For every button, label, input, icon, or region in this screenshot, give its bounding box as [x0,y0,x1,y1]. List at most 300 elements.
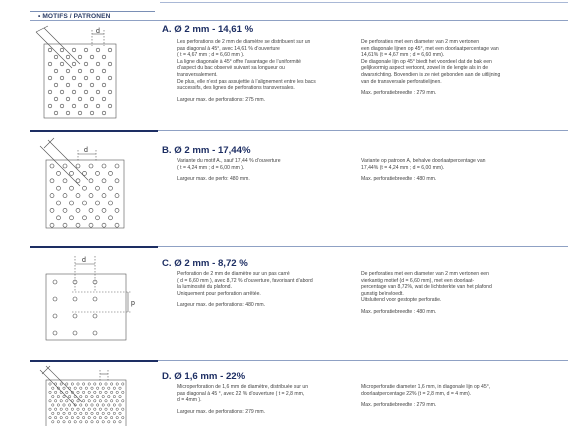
perforation-hole [96,412,98,414]
perforation-hole [78,55,82,59]
perforation-hole [99,416,101,418]
perforation-hole [105,416,107,418]
text-line: vierkantig motief (d = 6,60 mm), met een doorlaat- [361,277,475,284]
section-a-fr-note: Largeur max. de perforations: 275 mm. [177,96,266,103]
perforation-hole [119,404,121,406]
section-c-fr-text [177,271,342,309]
pattern-d-diagram [32,364,132,426]
section-d-nl-note: Max. perforatiebreedte : 279 mm. [361,402,437,409]
perforation-hole [90,69,94,73]
perforation-hole [99,400,101,402]
section-c-nl-text [361,271,541,316]
perforation-hole [49,416,51,418]
perforation-hole [52,421,54,423]
perforation-hole [102,387,104,389]
perforation-hole [99,408,101,410]
perforation-hole [68,395,70,397]
perforation-hole [108,412,110,414]
perforation-hole [96,395,98,397]
perforation-hole [91,387,93,389]
perforation-hole [116,416,118,418]
text-line: gunstig beïnvloedt. [361,290,404,297]
perforation-hole [74,387,76,389]
text-line: De plus, elle n’est pas assujettie à l’alignement entre les bacs [177,78,316,85]
perforation-hole [108,76,112,80]
perforation-hole [57,186,61,190]
perforation-hole [68,412,70,414]
perforation-hole [88,408,90,410]
perforation-hole [68,387,70,389]
section-b-accent [30,130,158,132]
text-line: Microperforatie diameter 1,6 mm, in diagonale lijn op 45°, [361,384,491,390]
perforation-hole [89,208,93,212]
perforation-hole [50,208,54,212]
perforation-hole [83,171,87,175]
perforation-hole [90,97,94,101]
perforation-hole [85,387,87,389]
perforation-hole [110,400,112,402]
perforation-hole [53,280,57,284]
perforation-hole [63,223,67,227]
section-a-rule [30,20,568,21]
perforation-hole [109,201,113,205]
text-line: De perforaties met een diameter van 2 mm vertonen een [361,271,489,277]
perforation-hole [66,55,70,59]
perforation-hole [66,69,70,73]
perforation-hole [52,395,54,397]
perforation-hole [91,412,93,414]
perforation-hole [70,186,74,190]
section-b-title: B. Ø 2 mm - 17,44% [162,145,251,156]
perforation-hole [78,97,82,101]
perforation-hole [57,216,61,220]
pattern-b-diagram [32,136,132,232]
perforation-hole [53,314,57,318]
perforation-hole [96,76,100,80]
perforation-hole [50,164,54,168]
perforation-hole [96,48,100,52]
perforation-hole [48,62,52,66]
perforation-hole [76,208,80,212]
perforation-hole [96,104,100,108]
section-d-accent [30,360,158,362]
perforation-hole [63,208,67,212]
perforation-hole [83,216,87,220]
perforation-hole [70,216,74,220]
header-rule [30,11,155,12]
perforation-hole [78,111,82,115]
perforation-hole [115,208,119,212]
perforation-hole [77,391,79,393]
perforation-hole [93,314,97,318]
perforation-hole [116,391,118,393]
perforation-hole [110,416,112,418]
perforation-hole [77,408,79,410]
perforation-hole [60,104,64,108]
section-b-nl-note: Max. perforatiebreedte : 480 mm. [361,176,437,183]
perforation-hole [63,412,65,414]
perforation-hole [96,90,100,94]
perforation-hole [54,83,58,87]
perforation-hole [89,179,93,183]
section-d-nl-text [361,384,541,409]
text-line: la luminosité du plafond. [177,284,232,291]
text-line: Variante du motif A., sauf 17,44 % d’ouverture [177,158,281,164]
perforation-hole [109,216,113,220]
perforation-hole [82,383,84,385]
perforation-hole [83,201,87,205]
perforation-hole [113,395,115,397]
perforation-hole [76,164,80,168]
perforation-hole [60,62,64,66]
perforation-hole [108,48,112,52]
perforation-hole [57,412,59,414]
perforation-hole [66,111,70,115]
text-line: d = 4mm ). [177,397,202,404]
perforation-hole [71,408,73,410]
perforation-hole [73,314,77,318]
perforation-hole [113,412,115,414]
perforation-hole [88,400,90,402]
perforation-hole [94,408,96,410]
perforation-hole [73,297,77,301]
perforation-hole [89,223,93,227]
section-c-accent [30,246,158,248]
text-line: ( t = 4,67 mm ; d = 6,60 mm ). [177,52,245,59]
perforation-hole [119,387,121,389]
perforation-hole [72,48,76,52]
perforation-hole [102,208,106,212]
perforation-hole [60,416,62,418]
perforation-hole [48,104,52,108]
pattern-c-p-label: p [131,300,135,307]
text-line: gelijkvormig aspect vertoont, zowel in de lengte als in de [361,65,489,72]
text-line: Uitsluitend voor gestopte perforatie. [361,297,442,304]
perforation-hole [84,90,88,94]
perforation-hole [74,412,76,414]
perforation-hole [63,194,67,198]
perforation-hole [50,179,54,183]
perforation-hole [57,201,61,205]
perforation-hole [77,383,79,385]
pattern-c-diagram [32,252,144,344]
section-a-title: A. Ø 2 mm - 14,61 % [162,24,254,35]
perforation-hole [66,400,68,402]
perforation-hole [74,395,76,397]
text-line: dwarsrichting. Bovendien is ze niet gebonden aan de uitlijning [361,71,501,78]
text-line: percentage van 8,72%, wat de lichtsterkte van het plafond [361,284,492,291]
perforation-hole [91,395,93,397]
perforation-hole [102,223,106,227]
perforation-hole [102,194,106,198]
perforation-hole [50,223,54,227]
perforation-hole [54,383,56,385]
perforation-hole [80,387,82,389]
perforation-hole [108,90,112,94]
perforation-hole [110,383,112,385]
perforation-hole [116,383,118,385]
perforation-hole [116,400,118,402]
perforation-hole [48,90,52,94]
section-a-nl-note: Max. perforatiebreedte : 279 mm. [361,90,437,97]
perforation-hole [49,400,51,402]
text-line: De diagonale lijn op 45° biedt het voordeel dat de bak een [361,58,492,65]
perforation-hole [80,412,82,414]
perforation-hole [66,408,68,410]
perforation-hole [119,421,121,423]
perforation-hole [54,416,56,418]
perforation-hole [50,194,54,198]
perforation-hole [57,421,59,423]
perforation-hole [82,416,84,418]
perforation-hole [105,400,107,402]
perforation-hole [122,391,124,393]
perforation-hole [102,69,106,73]
perforation-hole [60,383,62,385]
section-c-title: C. Ø 2 mm - 8,72 % [162,258,248,269]
text-line: doorlaatpercentage 22% (t = 2,8 mm, d = 4 mm). [361,390,472,397]
text-line: ( t = 4,24 mm ; d = 6,00 mm ). [177,164,245,171]
perforation-hole [116,408,118,410]
perforation-hole [115,194,119,198]
section-d-fr-text [177,384,342,415]
perforation-hole [88,383,90,385]
perforation-hole [84,62,88,66]
perforation-hole [48,48,52,52]
perforation-hole [96,186,100,190]
perforation-hole [80,395,82,397]
perforation-hole [113,404,115,406]
perforation-hole [72,62,76,66]
perforation-hole [113,387,115,389]
perforation-hole [94,383,96,385]
perforation-hole [49,383,51,385]
perforation-hole [102,412,104,414]
perforation-hole [96,62,100,66]
perforation-hole [71,400,73,402]
pattern-a-d-label: d [96,28,100,35]
text-line: Uniquement pour perforation arrêtée. [177,290,261,297]
perforation-hole [108,404,110,406]
perforation-hole [57,395,59,397]
perforation-hole [54,408,56,410]
perforation-hole [90,55,94,59]
perforation-hole [60,400,62,402]
text-line: 17,44% (t = 4,24 mm ; d = 6,00 mm). [361,164,445,171]
perforation-hole [60,90,64,94]
perforation-hole [115,179,119,183]
perforation-hole [90,83,94,87]
perforation-hole [52,412,54,414]
top-rule [160,2,568,3]
perforation-hole [63,421,65,423]
perforation-hole [84,48,88,52]
perforation-hole [52,387,54,389]
perforation-hole [70,171,74,175]
perforation-hole [77,416,79,418]
perforation-hole [85,395,87,397]
perforation-hole [74,421,76,423]
perforation-hole [96,387,98,389]
perforation-hole [48,76,52,80]
perforation-hole [119,395,121,397]
text-line: La ligne diagonale à 45° offre l’avantage de l’uniformité [177,58,301,65]
perforation-hole [49,408,51,410]
perforation-hole [49,391,51,393]
perforation-hole [109,186,113,190]
section-b-nl-text [361,158,541,183]
perforation-hole [108,421,110,423]
perforation-hole [105,391,107,393]
perforation-hole [115,223,119,227]
perforation-hole [66,416,68,418]
perforation-hole [80,421,82,423]
perforation-hole [83,186,87,190]
perforation-hole [54,391,56,393]
perforation-hole [102,97,106,101]
perforation-hole [122,400,124,402]
perforation-hole [84,104,88,108]
perforation-hole [73,331,77,335]
perforation-hole [77,400,79,402]
text-line: Perforation de 2 mm de diamètre sur un pas carré [177,271,290,277]
perforation-hole [54,55,58,59]
perforation-hole [102,404,104,406]
perforation-hole [102,83,106,87]
perforation-hole [91,404,93,406]
perforation-hole [89,194,93,198]
perforation-hole [60,48,64,52]
perforation-hole [71,383,73,385]
perforation-hole [102,55,106,59]
perforation-hole [63,387,65,389]
perforation-hole [76,223,80,227]
perforation-hole [54,400,56,402]
perforation-hole [96,421,98,423]
text-line: 14,61% (t = 4,67 mm ; d = 6,60 mm). [361,52,445,59]
perforation-hole [71,416,73,418]
perforation-hole [68,421,70,423]
perforation-hole [113,421,115,423]
perforation-hole [85,412,87,414]
pattern-c-d-label: d [82,257,86,264]
perforation-hole [96,201,100,205]
perforation-hole [110,391,112,393]
perforation-hole [96,404,98,406]
perforation-hole [108,104,112,108]
text-line: een diagonale lijnen op 45°, met een doorlaatpercentage van [361,45,499,52]
section-c-fr-note: Largeur max. de perforations: 480 mm. [177,302,266,309]
perforation-hole [66,83,70,87]
section-a-fr-text [177,39,342,103]
section-header: • MOTIFS / PATRONEN [38,13,111,20]
perforation-hole [85,421,87,423]
perforation-hole [80,404,82,406]
perforation-hole [68,404,70,406]
perforation-hole [63,179,67,183]
perforation-hole [94,416,96,418]
perforation-hole [93,331,97,335]
perforation-hole [90,111,94,115]
perforation-hole [53,331,57,335]
perforation-hole [70,201,74,205]
perforation-hole [63,404,65,406]
perforation-hole [122,408,124,410]
perforation-hole [102,395,104,397]
perforation-hole [102,421,104,423]
text-line: d’aspect du bac observé suivant sa longueur ou [177,65,285,72]
section-d-fr-note: Largeur max. de perforations: 279 mm. [177,408,266,415]
perforation-hole [108,387,110,389]
perforation-hole [122,383,124,385]
perforation-hole [66,383,68,385]
perforation-hole [78,83,82,87]
perforation-hole [102,111,106,115]
perforation-hole [57,404,59,406]
perforation-hole [85,404,87,406]
perforation-hole [102,179,106,183]
perforation-hole [109,171,113,175]
perforation-hole [84,76,88,80]
text-line: successifs, des lignes de perforations transversales. [177,85,295,92]
perforation-hole [63,164,67,168]
section-b-fr-text [177,158,342,183]
perforation-hole [57,171,61,175]
perforation-hole [60,76,64,80]
perforation-hole [91,421,93,423]
section-c-nl-note: Max. perforatiebreedte : 480 mm. [361,308,437,315]
section-d-title: D. Ø 1,6 mm - 22% [162,371,246,382]
perforation-hole [119,412,121,414]
pattern-b-d-label: d [84,147,88,154]
text-line: van de transversale perforatielijnen. [361,78,442,85]
pattern-a-diagram [32,24,132,126]
perforation-hole [115,164,119,168]
perforation-hole [110,408,112,410]
text-line: ( d = 6,60 mm ), avec 8,72 % d’ouverture, favorisant d’abord [177,277,313,284]
perforation-hole [93,297,97,301]
perforation-hole [53,297,57,301]
perforation-hole [122,416,124,418]
perforation-hole [66,97,70,101]
perforation-hole [52,404,54,406]
perforation-hole [72,76,76,80]
perforation-hole [96,171,100,175]
perforation-hole [108,62,112,66]
perforation-hole [102,164,106,168]
perforation-hole [88,416,90,418]
perforation-hole [105,408,107,410]
perforation-hole [76,179,80,183]
perforation-hole [54,97,58,101]
text-line: Les perforations de 2 mm de diamètre se distribuent sur un [177,39,311,45]
text-line: pas diagonal à 45°, avec 14,61 % d’ouverture [177,45,280,52]
perforation-hole [78,69,82,73]
perforation-hole [94,391,96,393]
text-line: Microperforation de 1,6 mm de diamètre, distribuée sur un [177,384,309,390]
perforation-hole [54,111,58,115]
perforation-hole [99,391,101,393]
section-a-nl-text [361,39,541,97]
perforation-hole [66,391,68,393]
perforation-hole [72,90,76,94]
text-line: transversalement. [177,71,218,78]
text-line: De perforaties met een diameter van 2 mm vertonen [361,39,480,45]
perforation-hole [82,391,84,393]
perforation-hole [54,69,58,73]
perforation-hole [82,400,84,402]
perforation-hole [108,395,110,397]
